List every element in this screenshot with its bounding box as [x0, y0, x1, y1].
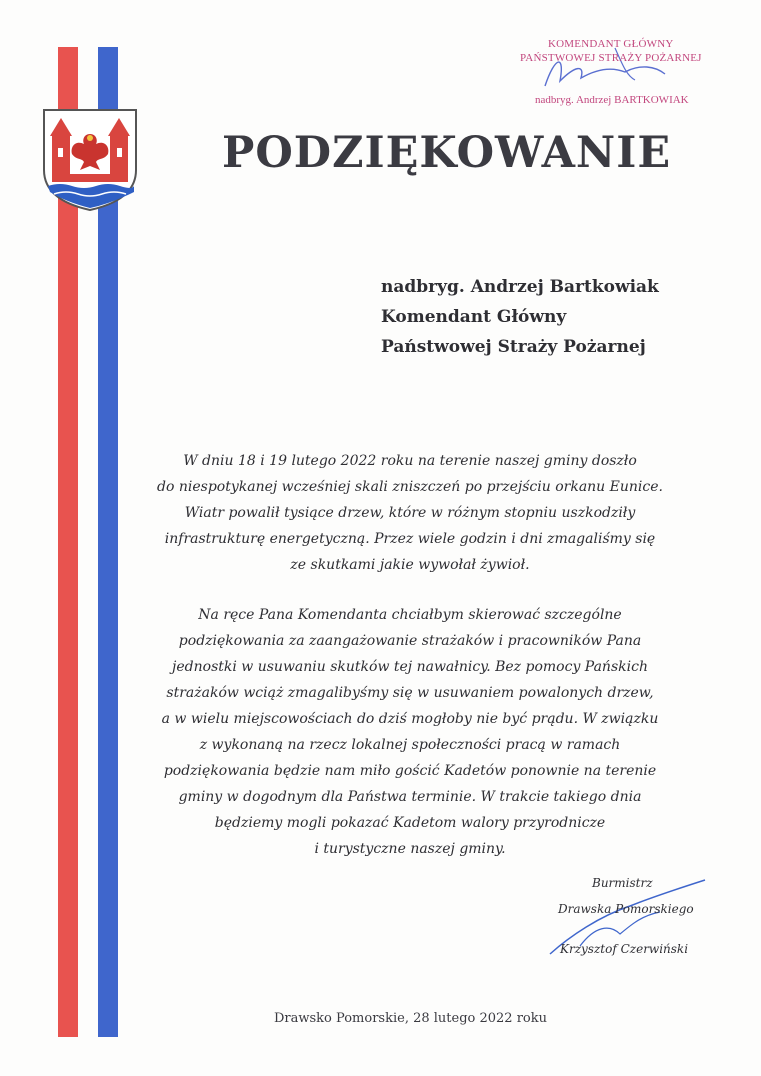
official-stamp [515, 36, 715, 112]
paragraph-line: ze skutkami jakie wywołał żywioł. [290, 557, 530, 573]
recipient-line-3: Państwowej Straży Pożarnej [381, 337, 646, 357]
recipient-block [381, 272, 659, 362]
recipient-line-2: Komendant Główny [381, 307, 567, 327]
paragraph-line: Na ręce Pana Komendanta chciałbym skierować szczególne [198, 607, 622, 623]
stamp-line-3: nadbryg. Andrzej BARTKOWIAK [535, 94, 689, 106]
stamp-signature-icon [545, 62, 665, 86]
paragraph-line: i turystyczne naszej gminy. [314, 841, 506, 857]
paragraph-line: z wykonaną na rzecz lokalnej społeczności pracą w ramach [199, 737, 621, 753]
paragraph-line: infrastrukturę energetyczną. Przez wiele godzin i dni zmagaliśmy się [164, 531, 656, 547]
recipient-line-1: nadbryg. Andrzej Bartkowiak [381, 277, 659, 297]
paragraph-line: podziękowania będzie nam miło gościć Kadetów ponownie na terenie [163, 763, 657, 779]
paragraph-2 [140, 602, 680, 862]
paragraph-line: będziemy mogli pokazać Kadetom walory przyrodnicze [214, 815, 606, 831]
place-date: Drawsko Pomorskie, 28 lutego 2022 roku [273, 1011, 547, 1026]
stamp-line-2: PAŃSTWOWEJ STRAŻY POŻARNEJ [520, 52, 702, 64]
paragraph-line: jednostki w usuwaniu skutków tej nawałnicy. Bez pomocy Pańskich [172, 659, 648, 675]
stamp-line-1: KOMENDANT GŁÓWNY [548, 38, 674, 50]
paragraph-line: strażaków wciąż zmagalibyśmy się w usuwaniem powalonych drzew, [166, 685, 654, 701]
paragraph-1 [140, 448, 680, 578]
paragraph-line: a w wielu miejscowościach do dziś mogłoby nie być prądu. W związku [161, 711, 659, 727]
signatory-name: Krzysztof Czerwiński [560, 942, 689, 956]
document-title: PODZIĘKOWANIE [222, 128, 672, 178]
signatory-title-2: Drawska Pomorskiego [558, 902, 694, 916]
paragraph-line: gminy w dogodnym dla Państwa terminie. W trakcie takiego dnia [178, 789, 642, 805]
paragraph-line: podziękowania za zaangażowanie strażaków i pracowników Pana [178, 633, 642, 649]
signatory-title-1: Burmistrz [592, 876, 653, 890]
paragraph-line: W dniu 18 i 19 lutego 2022 roku na terenie naszej gminy doszło [183, 453, 637, 469]
paragraph-line: Wiatr powalił tysiące drzew, które w różnym stopniu uszkodziły [184, 505, 636, 521]
paragraph-line: do niespotykanej wcześniej skali zniszczeń po przejściu orkanu Eunice. [157, 479, 663, 495]
